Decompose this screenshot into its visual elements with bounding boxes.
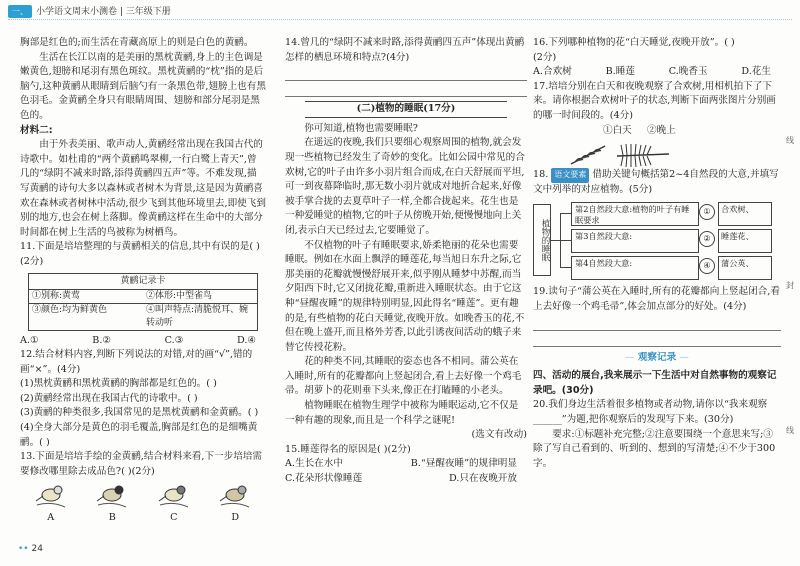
q15-option-a[interactable]: A.生长在水中 (285, 458, 343, 470)
card-cell: ③颜色:均为鲜黄色 (32, 304, 108, 315)
diagram-plant-1[interactable]: 合欢树、 (718, 202, 772, 226)
header-badge: 一、 (8, 5, 32, 18)
q18-badge: 语文要素 (551, 168, 589, 183)
diagram-row-2[interactable]: 第3自然段大意: (571, 229, 699, 253)
q11-text: 11.下面是培培整理的与黄鹂相关的信息,其中有误的是( )(2分) (20, 241, 260, 267)
passage-intro-2: 生活在长江以南的是美丽的黑枕黄鹂,身上的主色调是嫩黄色,翅膀和尾羽有黑色斑纹。黑枕黄鹂的“枕”指的是后脑勺,这种黄鹂从眼睛到后脑勺有一条黑色带,翅膀上也有黑色羽毛。金黄鹂全身只有眼睛周围、翅膀和部分尾羽是黑色的。 (20, 51, 266, 121)
card-row (29, 304, 257, 330)
diagram-row-1: 第2自然段大意:植物的叶子有睡眠要求 (571, 202, 699, 226)
section4-title: 四、活动的展台,我来展示一下生活中对自然事物的观察记录吧。(30分) (533, 370, 777, 396)
q12-item-2[interactable]: (2)黄鹂经常出现在我国古代的诗歌中。( ) (20, 392, 198, 404)
bird-icon (33, 481, 69, 511)
header-title: 小学语文周末小测卷 | 三年级下册 (36, 7, 171, 17)
diagram-connector (560, 240, 571, 241)
q20-requirements: 要求:①标题补充完整;②注意要围绕一个意思来写;③除了写自己看到的、听到的、想到的写清楚;④不少于300字。 (533, 428, 776, 469)
bird-icon (156, 481, 192, 511)
card-cell: ①别称:黄莺 (32, 290, 81, 301)
leaf-label-night[interactable]: ②晚上 (647, 124, 676, 136)
title-decoration: — (676, 351, 689, 363)
q15-text: 15.睡莲得名的原因是( )(2分) (285, 443, 411, 455)
passage-paragraph-1: 你可知道,植物也需要睡眠? (304, 122, 418, 134)
bird-option-d[interactable] (212, 481, 258, 526)
q18-number: 18. (533, 169, 549, 181)
diagram-row-3[interactable]: 第4自然段大意: (571, 256, 699, 280)
q11-option-c[interactable]: C.③ (164, 334, 184, 346)
bird-icon (217, 481, 253, 511)
q16-option-c[interactable]: C.晚香玉 (668, 66, 708, 78)
title-decoration: — (625, 351, 638, 363)
material2-title: 材料二: (20, 124, 53, 136)
section-title: (二)植物的睡眠(17分) (305, 101, 507, 118)
bird-option-a[interactable] (28, 481, 74, 526)
q17-text: 17.培培分别在白天和夜晚观察了合欢树,用相机拍下了下来。请你根据合欢树叶子的状态,判断下面两张图片分别画的哪一时间段的。(4分) (533, 80, 776, 121)
page-number-decoration: •• (18, 544, 32, 554)
diagram-connector (550, 240, 560, 241)
column-left (20, 36, 266, 526)
q16-score: (2分) (533, 51, 557, 63)
q18-diagram (533, 200, 781, 282)
page-header (0, 0, 800, 22)
q12-item-4[interactable]: (4)全身大部分是黄色的羽毛覆盖,胸部是红色的是细嘴黄鹂。( ) (20, 422, 258, 448)
q12-item-3[interactable]: (3)黄鹂的种类很多,我国常见的是黑枕黄鹂和金黄鹂。( ) (20, 407, 259, 419)
bird-label: D (231, 512, 240, 524)
q19-text: 19.读句子“蒲公英在入睡时,所有的花瓣都向上竖起闭合,看上去好像一个鸡毛帚”,体会加点部分的好处。(4分) (533, 286, 780, 312)
q19-answer-line[interactable] (533, 334, 781, 347)
q15-options-row-2 (285, 472, 527, 487)
card-cell: ④叫声特点:清脆悦耳、婉转动听 (146, 304, 249, 328)
q17-labels (603, 124, 781, 139)
q13-bird-options (20, 481, 266, 526)
q16-text: 16.下列哪种植物的花“白天睡觉,夜晚开放”。( ) (533, 37, 735, 48)
binding-mark: 线 (786, 136, 794, 145)
bird-label: C (170, 512, 178, 524)
passage-paragraph-2: 在遥远的夜晚,我们只要细心观察周围的植物,就会发现一些植物已经发生了奇妙的变化。比如公园中常见的合欢树,它的叶子由许多小羽片组合而成,在白天舒展而平坦,可一到夜幕降临时,那无数小羽片就成对地折合起来,好像被手掌合拢的去夏草叶子一样,全都合拢起来。花生也是一种爱睡觉的植物,它的叶子从傍晚开始,便慢慢地向上关闭,表示白天已经过去,它要睡觉了。 (285, 137, 525, 236)
column-right (533, 36, 781, 471)
diagram-root: 植物的睡眠 (533, 204, 551, 276)
bird-label: B (108, 512, 116, 524)
card-row (29, 290, 257, 304)
passage-paragraph-4: 花的种类不同,其睡眠的姿态也各不相同。蒲公英在入睡时,所有的花瓣都向上竖起闭合,看上去好像一个鸡毛帚。胡萝卜的花则垂下头来,像正在打瞌睡的小老头。 (285, 356, 522, 397)
closed-leaf-icon (569, 142, 609, 168)
diagram-circle-1: ① (699, 204, 715, 220)
q19-answer-line[interactable] (533, 318, 781, 331)
passage-paragraph-5: 植物睡眠在植物生理学中被称为睡眠运动,它不仅是一种有趣的现象,而且是一个科学之谜呢! (285, 400, 519, 426)
page-number-text: 24 (31, 544, 43, 554)
q12-text: 12.结合材料内容,判断下列说法的对错,对的画“√”,错的画“×”。(4分) (20, 349, 253, 375)
binding-mark: 线 (786, 426, 794, 435)
bird-label: A (47, 512, 55, 524)
header-divider (8, 19, 792, 20)
diagram-circle-4: ④ (699, 258, 715, 274)
diagram-plant-3[interactable]: 蒲公英、 (718, 256, 772, 280)
diagram-connector (560, 267, 571, 268)
q15-option-c[interactable]: C.花朵形状像睡莲 (285, 473, 363, 485)
q20-text: 20.我们身边生活着很多植物或者动物,请你以“我来观察______”为题,把你观察后的发现写下来。(30分) (533, 399, 768, 425)
q11-option-a[interactable]: A.① (20, 334, 39, 346)
q11-option-d[interactable]: D.④ (236, 334, 256, 346)
open-leaf-icon (615, 142, 671, 168)
q16-option-d[interactable]: D.花生 (741, 66, 771, 78)
oriole-record-card (28, 273, 258, 331)
leaf-label-day[interactable]: ①白天 (603, 124, 632, 136)
q15-option-d[interactable]: D.只在夜晚开放 (449, 473, 517, 485)
q14-text: 14.曾几的“绿阴不减来时路,添得黄鹂四五声”体现出黄鹂怎样的栖息环境和特点?(4分) (285, 37, 525, 63)
bird-option-b[interactable] (89, 481, 135, 526)
observation-title-text: 观察记录 (637, 351, 677, 363)
q13-text: 13.下面是培培手绘的金黄鹂,结合材料来看,下一步培培需要修改哪里除去成品色?( )(2分) (20, 451, 263, 477)
card-title: 黄鹂记录卡 (29, 274, 257, 290)
page-number (18, 544, 43, 554)
q16-options (533, 65, 781, 80)
q12-item-1[interactable]: (1)黑枕黄鹂和黑枕黄鹂的胸部都是红色的。( ) (20, 378, 217, 390)
diagram-circle-2: ② (699, 231, 715, 247)
bird-icon (94, 481, 130, 511)
diagram-plant-2[interactable]: 睡莲花、 (718, 229, 772, 253)
column-middle (285, 36, 527, 487)
q14-answer-line[interactable] (285, 84, 527, 97)
q15-option-b[interactable]: B.“昼醒夜睡”的规律明显 (410, 458, 517, 470)
q16-option-a[interactable]: A.合欢树 (533, 66, 572, 78)
q18-text: 借助关键句概括第2~4自然段的大意,并填写文中列举的对应植物。(5分) (533, 169, 779, 195)
q11-options (20, 334, 266, 349)
observation-section-title (533, 351, 781, 366)
q16-option-b[interactable]: B.睡莲 (605, 66, 635, 78)
passage-source: (选文有改动) (471, 429, 527, 441)
q11-option-b[interactable]: B.② (92, 334, 111, 346)
passage-intro-1: 胸部是红色的;而生活在青藏高原上的则是白色的黄鹂。 (20, 37, 254, 48)
q14-answer-line[interactable] (285, 68, 527, 81)
passage-paragraph-3: 不仅植物的叶子有睡眠要求,娇柔艳丽的花朵也需要睡眠。例如在水面上飘浮的睡莲花,每当旭日东升之际,它那美丽的花瓣就慢慢舒展开来,似乎刚从睡梦中苏醒,而当夕阳西下时,它又闭拢花瓣,重新进入睡眠状态。由于它这种“昼醒夜睡”的规律特别明显,因此得名“睡莲”。更有趣的是,有些植物的花白天睡觉,夜晚开放。如晚香玉的花,不但在晚上盛开,而且格外芳香,以此引诱夜间活动的蛾子来替它传授花粉。 (285, 239, 525, 353)
diagram-connector (560, 213, 571, 214)
binding-mark: 封 (786, 281, 794, 290)
q17-leaf-pictures (569, 142, 781, 168)
q15-options-row-1 (285, 457, 527, 472)
card-cell: ②体形:中型雀鸟 (146, 290, 213, 301)
material2-text: 由于外表美丽、歌声动人,黄鹂经常出现在我国古代的诗歌中。如杜甫的“两个黄鹂鸣翠柳,一行白鹭上青天”,曾几的“绿阴不减来时路,添得黄鹂四五声”等。不难发现,描写黄鹂的诗句大多以森林或者树木为背景,这是因为黄鹂喜欢在森林或者树林中活动,很少飞到其他环境里去,即使飞到别的地方,也会在树上落脚。像黄鹂这样在生命中的大部分时间都在树上生活的鸟被称为树栖鸟。 (20, 139, 266, 238)
bird-option-c[interactable] (151, 481, 197, 526)
